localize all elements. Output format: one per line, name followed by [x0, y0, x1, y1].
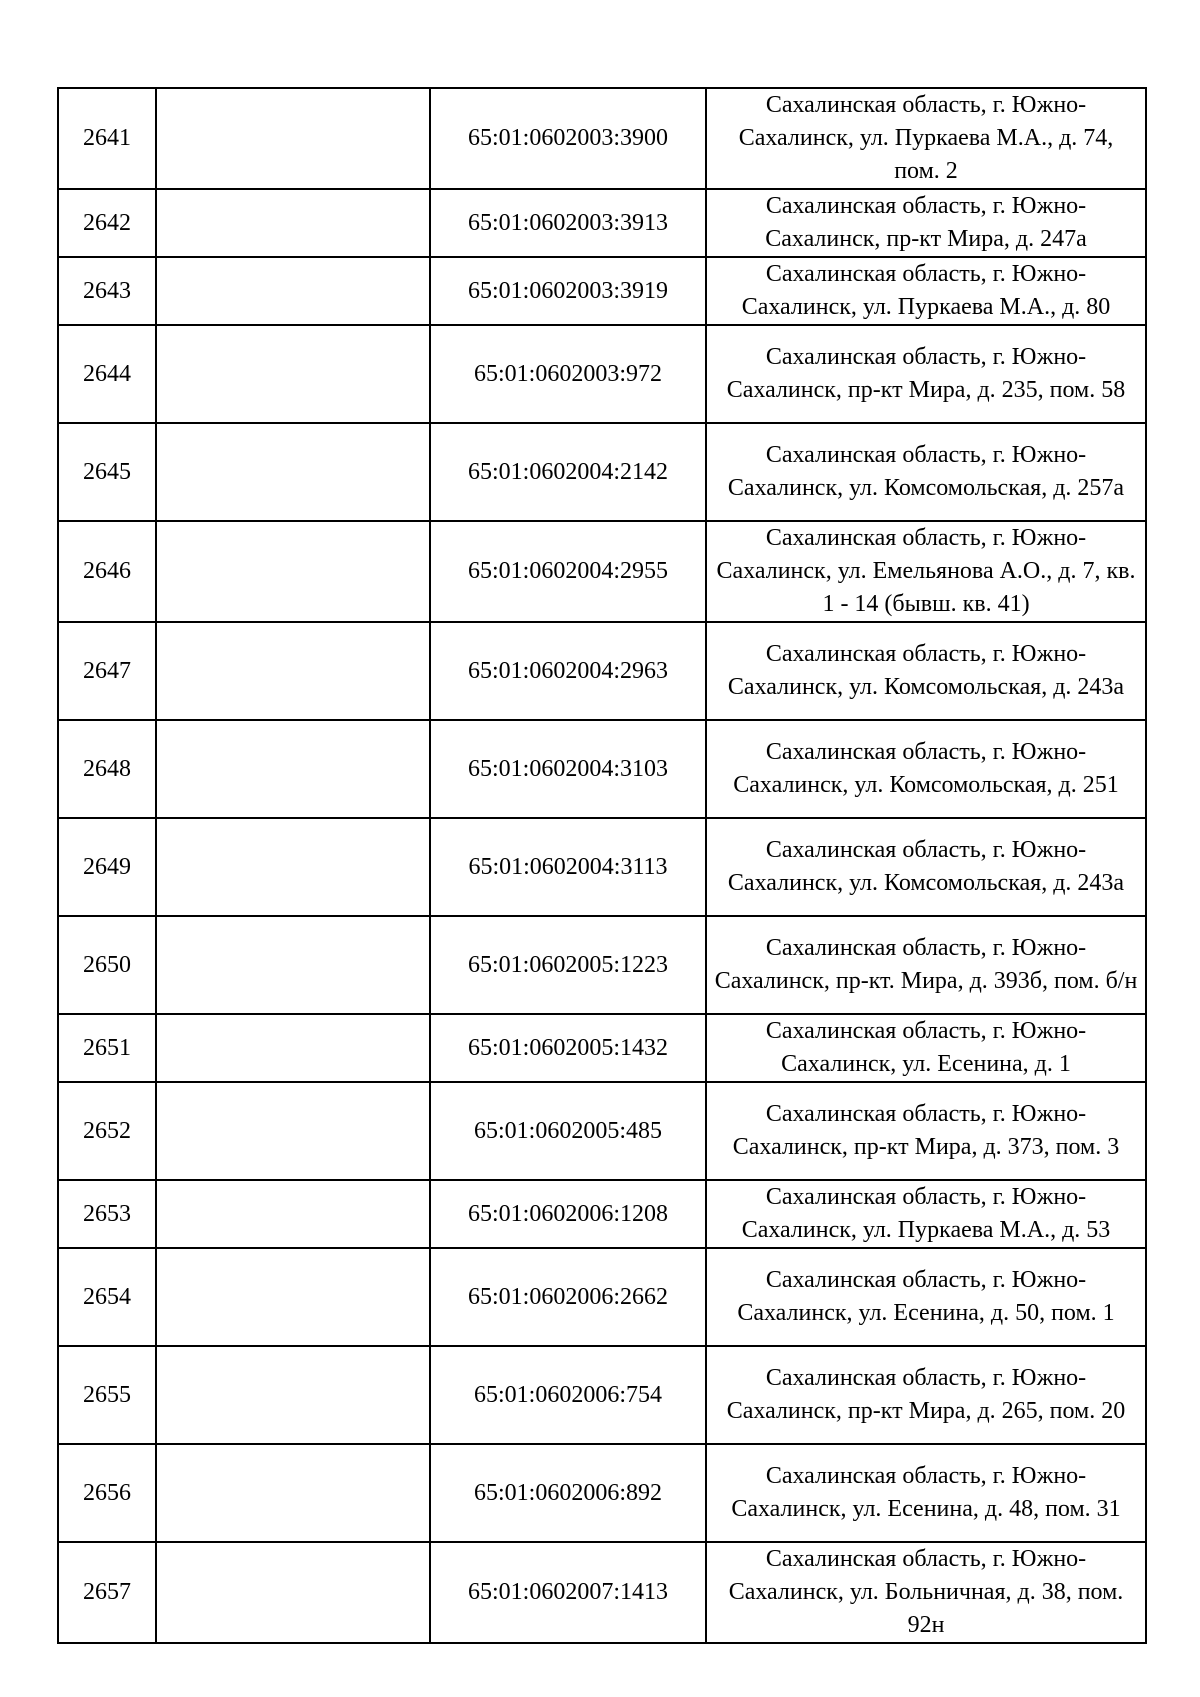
table-row [58, 1346, 1146, 1444]
empty-cell [156, 1444, 430, 1542]
empty-cell [156, 916, 430, 1014]
empty-cell [156, 1346, 430, 1444]
empty-cell [156, 423, 430, 521]
row-number: 2649 [58, 818, 156, 916]
empty-cell [156, 1542, 430, 1643]
empty-cell [156, 1014, 430, 1082]
table-row [58, 818, 1146, 916]
cadastral-number: 65:01:0602005:1223 [430, 916, 706, 1014]
cadastral-number: 65:01:0602004:3113 [430, 818, 706, 916]
table-row [58, 1444, 1146, 1542]
empty-cell [156, 521, 430, 622]
address: Сахалинская область, г. Южно-Сахалинск, ул. Комсомольская, д. 257а [706, 423, 1146, 521]
empty-cell [156, 189, 430, 257]
address: Сахалинская область, г. Южно-Сахалинск, ул. Есенина, д. 50, пом. 1 [706, 1248, 1146, 1346]
empty-cell [156, 1248, 430, 1346]
cadastral-number: 65:01:0602004:2955 [430, 521, 706, 622]
table-row [58, 257, 1146, 325]
cadastral-number: 65:01:0602003:3913 [430, 189, 706, 257]
address: Сахалинская область, г. Южно-Сахалинск, пр-кт. Мира, д. 393б, пом. б/н [706, 916, 1146, 1014]
cadastral-number: 65:01:0602006:892 [430, 1444, 706, 1542]
cadastral-number: 65:01:0602003:972 [430, 325, 706, 423]
address: Сахалинская область, г. Южно-Сахалинск, пр-кт Мира, д. 373, пом. 3 [706, 1082, 1146, 1180]
row-number: 2650 [58, 916, 156, 1014]
address: Сахалинская область, г. Южно-Сахалинск, ул. Есенина, д. 1 [706, 1014, 1146, 1082]
row-number: 2643 [58, 257, 156, 325]
table-row [58, 521, 1146, 622]
address: Сахалинская область, г. Южно-Сахалинск, ул. Пуркаева М.А., д. 74, пом. 2 [706, 88, 1146, 189]
cadastral-number: 65:01:0602003:3900 [430, 88, 706, 189]
cadastral-number: 65:01:0602004:2963 [430, 622, 706, 720]
empty-cell [156, 88, 430, 189]
address: Сахалинская область, г. Южно-Сахалинск, пр-кт Мира, д. 265, пом. 20 [706, 1346, 1146, 1444]
table-row [58, 189, 1146, 257]
row-number: 2646 [58, 521, 156, 622]
table-row [58, 622, 1146, 720]
address: Сахалинская область, г. Южно-Сахалинск, ул. Комсомольская, д. 243а [706, 622, 1146, 720]
property-registry-table [57, 87, 1147, 1644]
row-number: 2645 [58, 423, 156, 521]
cadastral-number: 65:01:0602006:1208 [430, 1180, 706, 1248]
empty-cell [156, 1082, 430, 1180]
address: Сахалинская область, г. Южно-Сахалинск, ул. Пуркаева М.А., д. 53 [706, 1180, 1146, 1248]
address: Сахалинская область, г. Южно-Сахалинск, ул. Пуркаева М.А., д. 80 [706, 257, 1146, 325]
table-row [58, 1248, 1146, 1346]
empty-cell [156, 720, 430, 818]
empty-cell [156, 257, 430, 325]
address: Сахалинская область, г. Южно-Сахалинск, ул. Емельянова А.О., д. 7, кв. 1 - 14 (бывш. кв. 41) [706, 521, 1146, 622]
empty-cell [156, 1180, 430, 1248]
address: Сахалинская область, г. Южно-Сахалинск, ул. Есенина, д. 48, пом. 31 [706, 1444, 1146, 1542]
row-number: 2644 [58, 325, 156, 423]
address: Сахалинская область, г. Южно-Сахалинск, ул. Комсомольская, д. 243а [706, 818, 1146, 916]
row-number: 2652 [58, 1082, 156, 1180]
table-row [58, 1082, 1146, 1180]
address: Сахалинская область, г. Южно-Сахалинск, пр-кт Мира, д. 247а [706, 189, 1146, 257]
address: Сахалинская область, г. Южно-Сахалинск, ул. Комсомольская, д. 251 [706, 720, 1146, 818]
empty-cell [156, 622, 430, 720]
cadastral-number: 65:01:0602006:754 [430, 1346, 706, 1444]
row-number: 2653 [58, 1180, 156, 1248]
table-row [58, 1542, 1146, 1643]
empty-cell [156, 818, 430, 916]
row-number: 2647 [58, 622, 156, 720]
table-row [58, 423, 1146, 521]
cadastral-number: 65:01:0602005:485 [430, 1082, 706, 1180]
row-number: 2651 [58, 1014, 156, 1082]
cadastral-number: 65:01:0602005:1432 [430, 1014, 706, 1082]
address: Сахалинская область, г. Южно-Сахалинск, ул. Больничная, д. 38, пом. 92н [706, 1542, 1146, 1643]
cadastral-number: 65:01:0602007:1413 [430, 1542, 706, 1643]
row-number: 2641 [58, 88, 156, 189]
cadastral-number: 65:01:0602004:2142 [430, 423, 706, 521]
empty-cell [156, 325, 430, 423]
table-row [58, 1180, 1146, 1248]
table-row [58, 916, 1146, 1014]
row-number: 2642 [58, 189, 156, 257]
table-row [58, 325, 1146, 423]
row-number: 2655 [58, 1346, 156, 1444]
cadastral-number: 65:01:0602006:2662 [430, 1248, 706, 1346]
table-row [58, 720, 1146, 818]
table-row [58, 88, 1146, 189]
cadastral-number: 65:01:0602004:3103 [430, 720, 706, 818]
cadastral-number: 65:01:0602003:3919 [430, 257, 706, 325]
row-number: 2648 [58, 720, 156, 818]
row-number: 2654 [58, 1248, 156, 1346]
table-row [58, 1014, 1146, 1082]
row-number: 2657 [58, 1542, 156, 1643]
address: Сахалинская область, г. Южно-Сахалинск, пр-кт Мира, д. 235, пом. 58 [706, 325, 1146, 423]
row-number: 2656 [58, 1444, 156, 1542]
